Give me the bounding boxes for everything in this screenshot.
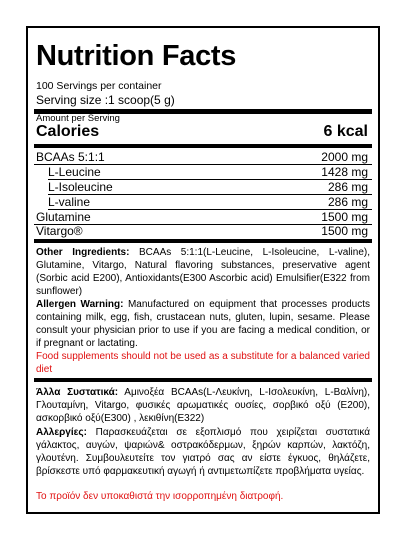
ingredients-text: BCAAs 5:1:1(L-Leucine, L-Isoleucine, L-valine), Glutamine, Vitargo, Natural flavoring substances, preservative agent (Sorbic acid E200), Antioxidants(E300 Ascorbic acid) Emulsifier(E322 from sunflower): [36, 247, 370, 297]
ingredients-label: Other Ingredients:: [36, 247, 130, 258]
allergen-en: [36, 298, 370, 350]
allergen-text: Manufactured on equipment that processes products containing milk, egg, fish, crustacean nuts, gluten, lupin, sesame. Please consult your physician prior to use if you are facing a medical condition, or if pregnant or lactating.: [36, 299, 371, 349]
nutrients-divider: [34, 239, 372, 243]
nutrient-amount: 1428 mg: [321, 165, 368, 179]
allergen-label-gr: Αλλεργίες:: [36, 427, 87, 438]
allergen-label: Allergen Warning:: [36, 299, 124, 310]
nutrition-facts-title: Nutrition Facts: [36, 40, 237, 72]
nutrient-row: [34, 210, 372, 225]
nutrient-row: [48, 195, 372, 210]
calories-value: 6 kcal: [323, 123, 368, 140]
disclaimer-en: Food supplements should not be used as a substitute for a balanced varied diet: [36, 351, 370, 375]
nutrient-amount: 2000 mg: [321, 150, 368, 164]
language-divider: [34, 378, 372, 382]
nutrient-name: BCAAs 5:1:1: [36, 150, 105, 164]
nutrient-name: Glutamine: [36, 210, 91, 224]
ingredients-label-gr: Άλλα Συστατικά:: [36, 387, 119, 398]
nutrient-amount: 286 mg: [327, 195, 368, 209]
ingredients-en: [36, 246, 370, 298]
ingredients-text-gr: Αμινοξέα BCAAs(L-Λευκίνη, L-Ισολευκίνη, L-Βαλίνη), Γλουταμίνη, Vitargo, φυσικές αρωματικές ουσίες, σορβικό οξύ (E200), ασκορβικό οξύ(E300) , λεκιθίνη(E322): [36, 387, 370, 424]
allergen-gr: [36, 426, 370, 478]
calories-label: Calories: [36, 123, 100, 140]
nutrient-name: L-Isoleucine: [48, 180, 113, 194]
serving-size: Serving size :1 scoop(5 g): [36, 93, 175, 107]
nutrient-amount: 1500 mg: [321, 224, 368, 238]
nutrient-amount: 1500 mg: [321, 210, 368, 224]
servings-per-container: 100 Servings per container: [36, 80, 162, 92]
nutrient-row: [48, 165, 372, 180]
ingredients-gr: [36, 386, 370, 425]
calories-divider: [34, 144, 372, 148]
nutrient-name: L-Leucine: [48, 165, 101, 179]
nutrient-name: Vitargo®: [36, 224, 83, 238]
nutrient-row: [48, 180, 372, 195]
nutrient-row: [34, 224, 372, 238]
nutrition-facts-panel: [26, 26, 380, 514]
nutrient-row: [34, 150, 372, 165]
nutrient-amount: 286 mg: [327, 180, 368, 194]
amount-per-serving-label: Amount per Serving: [36, 113, 120, 124]
nutrient-name: L-valine: [48, 195, 91, 209]
disclaimer-gr: Το προϊόν δεν υποκαθιστά την ισορροπημένη διατροφή.: [36, 491, 284, 502]
allergen-text-gr: Παρασκευάζεται σε εξοπλισμό που χειρίζεται συστατικά γάλακτος, αυγών, ψαριών& οστρακόδερμων, ξηρών καρπών, λακτόζη, γλουτένη. Συμβουλευτείτε τον γιατρό σας αν είστε έγκυος, θηλάζετε, βρίσκεστε υπό φαρμακευτική αγωγή ή αντιμετωπίζετε προβλήματα υγείας.: [36, 427, 370, 477]
